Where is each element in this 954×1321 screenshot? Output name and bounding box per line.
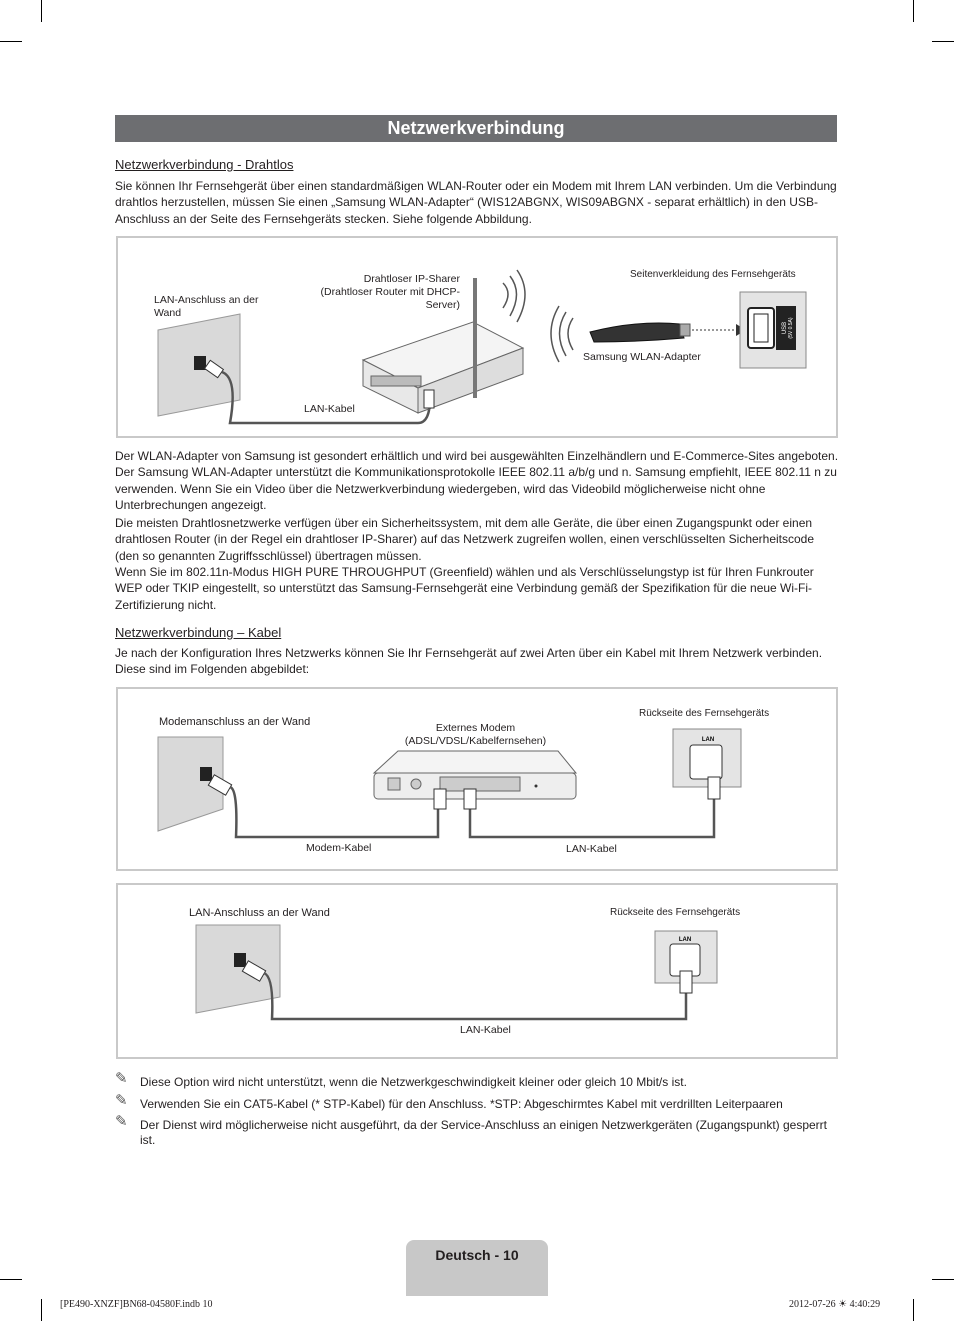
wireless-para-3: Wenn Sie im 802.11n-Modus HIGH PURE THROUGHPUT (Greenfield) wählen und als Verschlüsselungstyp ist für Ihren Funkrouter WEP oder TKIP eingestellt, so unterstützt das Samsung-Fernsehgerät eine Verbindung gemäß der Spezifikation für die neue Wi-Fi-Zertifizierung nicht. <box>115 565 814 612</box>
led-icon <box>535 785 538 788</box>
router-plug-icon <box>424 390 434 408</box>
wall-socket-icon <box>234 953 246 967</box>
modem-ports <box>440 777 520 791</box>
modem-label: Externes Modem (ADSL/VDSL/Kabelfernsehen) <box>404 722 547 747</box>
usb-label: USB <box>782 321 788 335</box>
lan-cable-label: LAN-Kabel <box>304 403 355 415</box>
power-switch-icon <box>388 778 400 790</box>
tv-side-label: Seitenverkleidung des Fernsehgeräts <box>630 269 796 280</box>
adapter-label: Samsung WLAN-Adapter <box>583 351 701 363</box>
lan-cable-label: LAN-Kabel <box>566 843 617 855</box>
note-pencil-icon: ✎ <box>115 1091 128 1109</box>
wireless-body <box>115 448 839 613</box>
direct-wall-label: LAN-Anschluss an der Wand <box>189 907 330 919</box>
crop-mark <box>913 0 914 22</box>
lan-cable-line <box>264 973 686 1019</box>
footer-date: 2012-07-26 ☀ 4:40:29 <box>789 1299 881 1310</box>
router-label: Drahtloser IP-Sharer (Drahtloser Router mit DHCP- Server) <box>320 273 460 311</box>
usb-spec-label: (5V 0.5A) <box>788 317 794 339</box>
wifi-receive-icon <box>551 306 573 362</box>
usb-port-slot <box>754 314 768 342</box>
tv-back-label: Rückseite des Fernsehgeräts <box>639 708 770 719</box>
cable-heading: Netzwerkverbindung – Kabel <box>115 625 282 640</box>
wireless-heading: Netzwerkverbindung - Drahtlos <box>115 157 294 172</box>
crop-mark <box>0 41 22 42</box>
lan-cable-line <box>470 797 714 837</box>
lan-plug-icon <box>464 789 476 809</box>
modem-diagram <box>116 687 838 871</box>
wireless-diagram <box>116 236 838 438</box>
tv-plug-icon <box>680 971 692 993</box>
crop-mark <box>932 1279 954 1280</box>
wireless-intro: Sie können Ihr Fernsehgerät über einen standardmäßigen WLAN-Router oder ein Modem mit Ihrem LAN verbinden. Um die Verbindung drahtlos herzustellen, müssen Sie einen „Samsung WLAN-Adapter“ (WIS12ABGNX, WIS09ABGNX - separat erhältlich) in den USB-Anschluss an der Seite des Fernsehgeräts stecken. Siehe folgende Abbildung. <box>115 179 837 226</box>
crop-mark <box>932 41 954 42</box>
crop-mark <box>41 1299 42 1321</box>
wireless-para-2: Die meisten Drahtlosnetzwerke verfügen über ein Sicherheitssystem, mit dem alle Geräte, die über einen Zugangspunkt oder einen drahtlosen Router (in der Regel ein drahtloser IP-Sharer) auf das Netzwerk zugreifen wollen, einen verschlüsselten Sicherheitscode (den so genannten Zugriffsschlüssel) übertragen müssen. <box>115 516 815 563</box>
note-item: ✎ Verwenden Sie ein CAT5-Kabel (* STP-Kabel) für den Anschluss. *STP: Abgeschirmtes Kabel mit verdrillten Leiterpaaren <box>115 1091 783 1111</box>
footer-file: [PE490-XNZF]BN68-04580F.indb 10 <box>60 1299 213 1310</box>
wifi-signal-icon <box>503 270 525 322</box>
router-ports <box>371 376 421 386</box>
modem-top <box>374 751 576 773</box>
wall-socket-icon <box>200 767 212 781</box>
direct-tv-label: Rückseite des Fernsehgeräts <box>610 907 741 918</box>
wall-panel <box>196 925 280 1013</box>
wall-socket-icon <box>194 356 206 370</box>
adapter-connector <box>680 324 690 336</box>
note-item: ✎ Diese Option wird nicht unterstützt, wenn die Netzwerkgeschwindigkeit kleiner oder gleich 10 Mbit/s ist. <box>115 1070 687 1089</box>
crop-mark <box>913 1299 914 1321</box>
lan-port-label: LAN <box>701 737 715 743</box>
note-item: ✎ Der Dienst wird möglicherweise nicht ausgeführt, da der Service-Anschluss an einigen Netzwerkgeräten (Zugangspunkt) gesperrt ist. <box>115 1113 827 1147</box>
modem-plug-icon <box>434 789 446 809</box>
modem-cable-label: Modem-Kabel <box>306 842 372 854</box>
lan-port-label: LAN <box>678 937 692 943</box>
cable-intro: Je nach der Konfiguration Ihres Netzwerks können Sie Ihr Fernsehgerät auf zwei Arten über ein Kabel mit Ihrem Netzwerk verbinden. Diese sind im Folgenden abgebildet: <box>115 646 823 677</box>
power-jack-icon <box>411 779 421 789</box>
crop-mark <box>41 0 42 22</box>
note-pencil-icon: ✎ <box>115 1070 128 1087</box>
tv-plug-icon <box>708 777 720 799</box>
wireless-para-1: Der WLAN-Adapter von Samsung ist gesondert erhältlich und wird bei ausgewählten Einzelhändlern und E-Commerce-Sites angeboten. Der Samsung WLAN-Adapter unterstützt die Kommunikationsprotokolle IEEE 802.11 a/b/g und n. Samsung empfiehlt, IEEE 802.11 n zu verwenden. Wenn Sie ein Video über die Netzwerkverbindung wiedergeben, wird das Videobild möglicherweise nicht ohne Unterbrechungen angezeigt. <box>115 449 839 512</box>
page-title: Netzwerkverbindung <box>115 115 837 142</box>
crop-mark <box>0 1279 22 1280</box>
note-pencil-icon: ✎ <box>115 1113 128 1130</box>
wall-label: LAN-Anschluss an der Wand <box>154 294 259 319</box>
page-number: Deutsch - 10 <box>406 1240 548 1296</box>
direct-diagram <box>116 883 838 1059</box>
notes-list <box>115 1070 839 1154</box>
lan-port-icon <box>690 745 722 779</box>
wlan-adapter-icon <box>590 323 684 342</box>
direct-cable-label: LAN-Kabel <box>460 1024 511 1036</box>
modem-wall-label: Modemanschluss an der Wand <box>159 716 311 728</box>
